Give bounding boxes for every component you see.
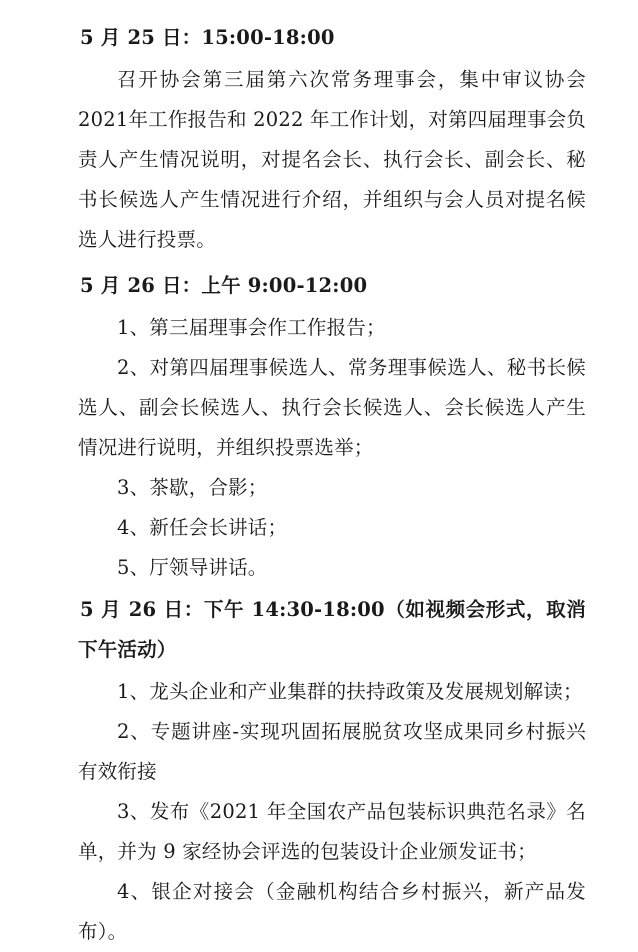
list-item-morning-1: 1、第三届理事会作工作报告； xyxy=(117,316,386,339)
list-item-afternoon-1: 1、龙头企业和产业集群的扶持政策及发展规划解读； xyxy=(117,680,583,703)
list-item-morning-2: 2、对第四届理事候选人、常务理事候选人、秘书长候选人、副会长候选人、执行会长候选人、会长候选人产生情况进行说明，并组织投票选举； xyxy=(78,356,586,459)
section-heading-may-25: 5 月 25 日：15:00-18:00 xyxy=(80,26,335,49)
section-heading-may-26-afternoon: 5 月 26 日：下午 14:30-18:00（如视频会形式，取消下午活动） xyxy=(78,598,586,661)
list-item-morning-3: 3、茶歇，合影； xyxy=(117,476,268,499)
section-heading-may-26-morning: 5 月 26 日：上午 9:00-12:00 xyxy=(80,274,368,297)
list-item-afternoon-3: 3、发布《2021 年全国农产品包装标识典范名录》名单，并为 9 家经协会评选的包装设计企业颁发证书； xyxy=(78,800,586,863)
paragraph-may-25-body: 召开协会第三届第六次常务理事会，集中审议协会2021年工作报告和 2022 年工作计划，对第四届理事会负责人产生情况说明，对提名会长、执行会长、副会长、秘书长候选人产生情况进行介绍，并组织与会人员对提名候选人进行投票。 xyxy=(78,68,586,251)
document-body xyxy=(78,18,586,952)
list-item-afternoon-2: 2、专题讲座-实现巩固拓展脱贫攻坚成果同乡村振兴有效衔接 xyxy=(78,720,586,783)
list-item-morning-4: 4、新任会长讲话； xyxy=(117,516,288,539)
list-item-morning-5: 5、厅领导讲话。 xyxy=(117,556,268,579)
list-item-afternoon-4: 4、银企对接会（金融机构结合乡村振兴，新产品发布）。 xyxy=(78,880,586,943)
